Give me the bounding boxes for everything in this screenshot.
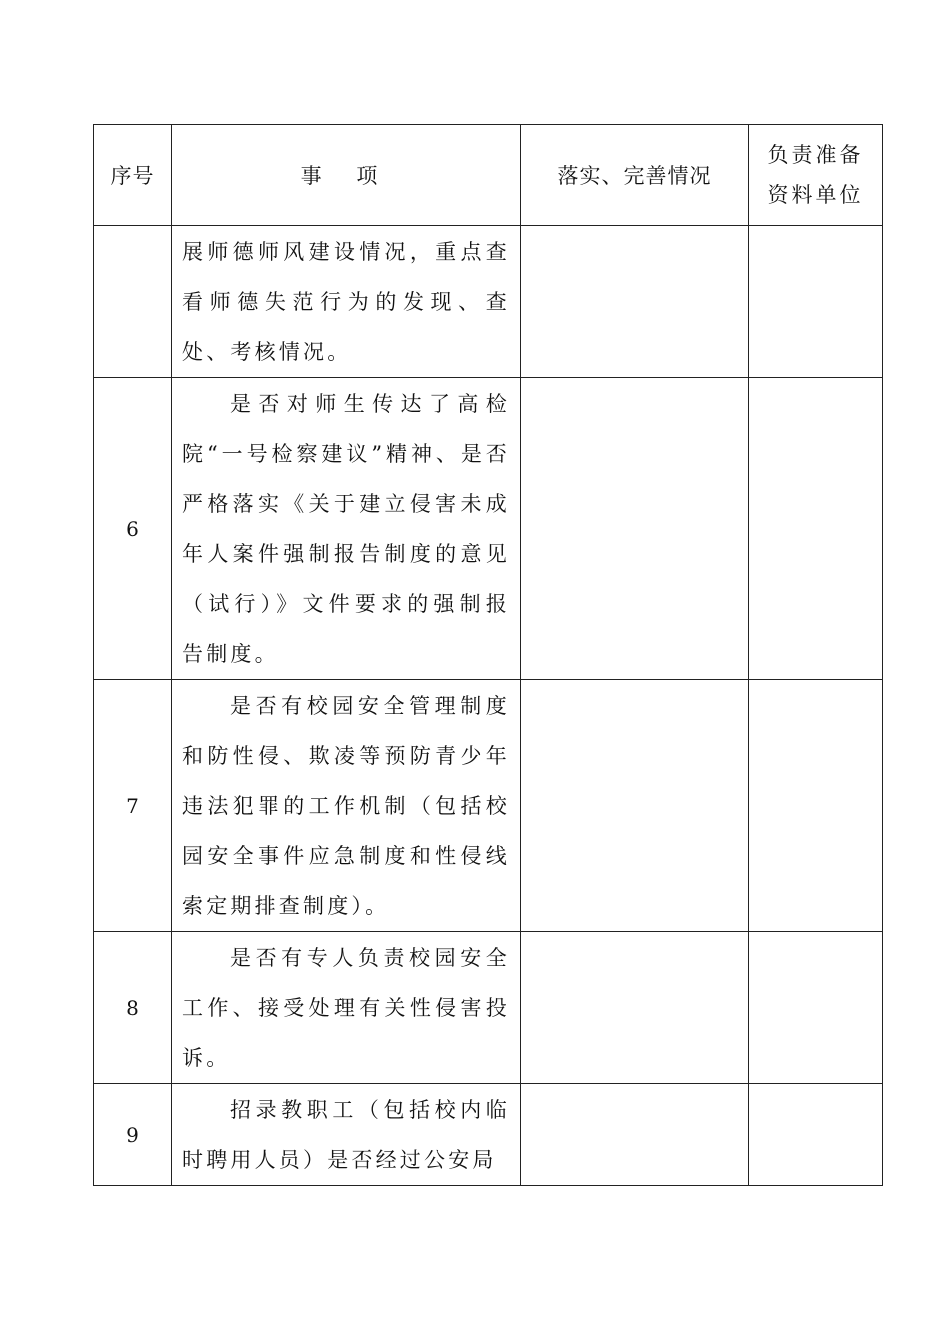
row-number bbox=[94, 226, 172, 378]
row-item-cell bbox=[172, 226, 521, 378]
row-item-cell bbox=[172, 932, 521, 1084]
table-header-row bbox=[94, 125, 883, 226]
row-implementation bbox=[521, 378, 749, 680]
row-number: 6 bbox=[94, 378, 172, 680]
row-department bbox=[749, 932, 883, 1084]
row-implementation bbox=[521, 1084, 749, 1186]
header-item: 事 项 bbox=[172, 125, 521, 226]
row-number: 8 bbox=[94, 932, 172, 1084]
row-department bbox=[749, 226, 883, 378]
row-implementation bbox=[521, 932, 749, 1084]
table-row bbox=[94, 1084, 883, 1186]
table-row bbox=[94, 680, 883, 932]
header-department-line1: 负责准备 bbox=[767, 143, 864, 167]
header-no: 序号 bbox=[94, 125, 172, 226]
row-item-text: 是否有专人负责校园安全工作、接受处理有关性侵害投诉。 bbox=[182, 946, 510, 1070]
row-item-text: 展师德师风建设情况，重点查看师德失范行为的发现、查处、考核情况。 bbox=[182, 240, 510, 364]
row-number: 9 bbox=[94, 1084, 172, 1186]
row-number: 7 bbox=[94, 680, 172, 932]
row-department bbox=[749, 1084, 883, 1186]
row-implementation bbox=[521, 226, 749, 378]
row-item-cell bbox=[172, 680, 521, 932]
row-department bbox=[749, 680, 883, 932]
row-item-text: 是否对师生传达了高检院“一号检察建议”精神、是否严格落实《关于建立侵害未成年人案件强制报告制度的意见（试行）》文件要求的强制报告制度。 bbox=[182, 392, 510, 666]
table-row bbox=[94, 226, 883, 378]
row-item-cell bbox=[172, 1084, 521, 1186]
row-department bbox=[749, 378, 883, 680]
header-implementation: 落实、完善情况 bbox=[521, 125, 749, 226]
table-row bbox=[94, 932, 883, 1084]
header-department bbox=[749, 125, 883, 226]
table-row bbox=[94, 378, 883, 680]
row-item-cell bbox=[172, 378, 521, 680]
row-item-text: 是否有校园安全管理制度和防性侵、欺凌等预防青少年违法犯罪的工作机制（包括校园安全事件应急制度和性侵线索定期排查制度）。 bbox=[182, 694, 510, 918]
row-implementation bbox=[521, 680, 749, 932]
header-department-line2: 资料单位 bbox=[767, 183, 864, 207]
inspection-table bbox=[93, 124, 883, 1186]
row-item-text: 招录教职工（包括校内临时聘用人员）是否经过公安局 bbox=[182, 1098, 510, 1172]
